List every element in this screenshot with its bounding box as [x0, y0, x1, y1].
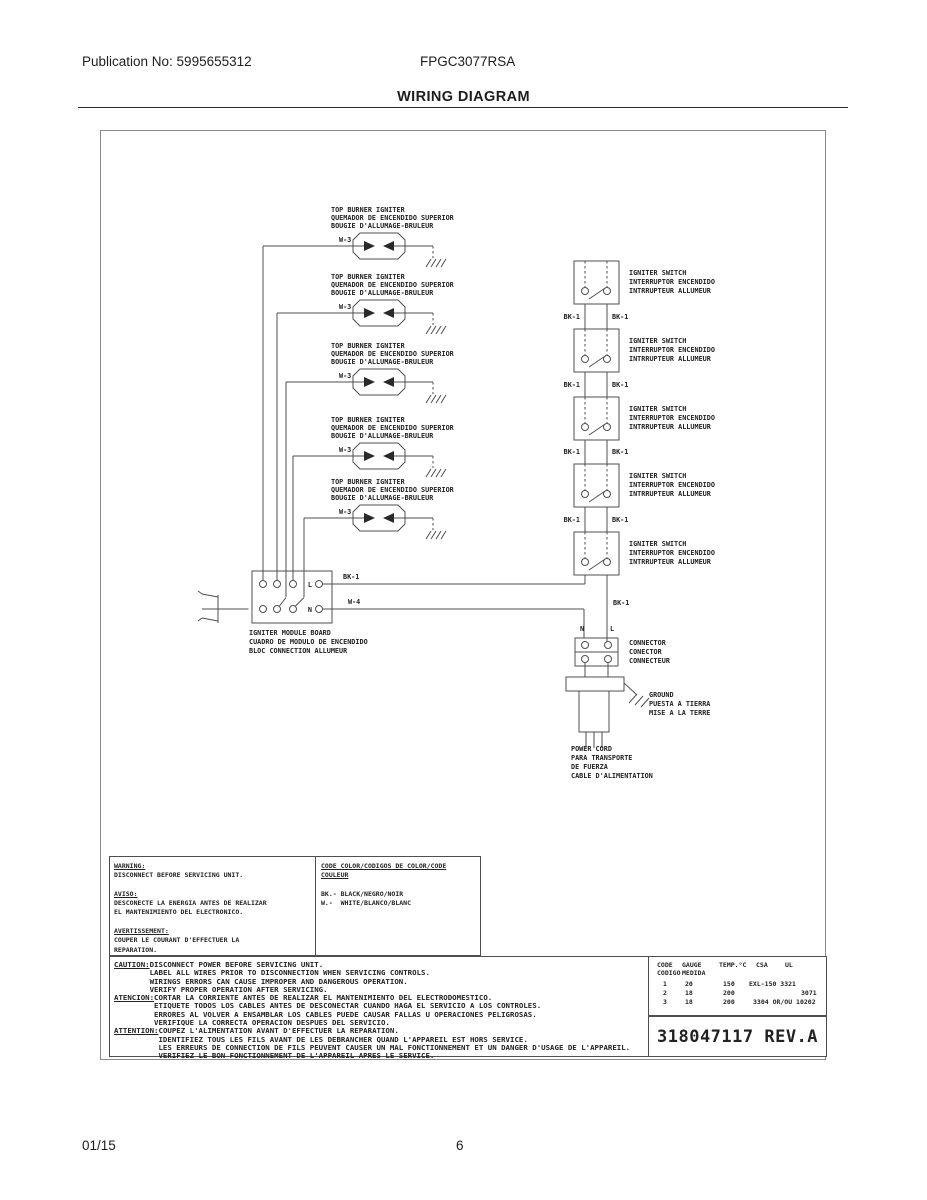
igniter-switch-4 [574, 464, 715, 507]
top-burner-igniter-2 [277, 273, 455, 334]
warning-title-fr: AVERTISSEMENT: [114, 927, 169, 936]
power-cord-label2: PARA TRANSPORTE [571, 754, 633, 762]
power-cord-plug [566, 663, 710, 781]
model-number: FPGC3077RSA [420, 54, 516, 69]
connector-terminal-n: N [579, 625, 585, 633]
ground-label2: PUESTA A TIERRA [649, 700, 711, 708]
switch4-label3: INTRRUPTEUR ALLUMEUR [629, 490, 711, 498]
igniter5-wire-label: W-3 [339, 508, 352, 516]
electrode-prongs-icon [198, 591, 249, 623]
table-header-gauge: GAUGE [682, 961, 702, 969]
power-cord-label4: CABLE D'ALIMENTATION [571, 772, 653, 780]
switch-wire-label-bk1: BK-1 [563, 448, 580, 456]
color-code-title: CODE COLOR/CODIGOS DE COLOR/CODE COULEUR [321, 862, 447, 880]
switch1-label3: INTRRUPTEUR ALLUMEUR [629, 287, 711, 295]
ground-hatch-icon [426, 259, 446, 267]
caution-prefix-en: CAUTION: [114, 960, 150, 969]
igniter2-label2: QUEMADOR DE ENCENDIDO SUPERIOR [331, 281, 454, 289]
ground-symbol-icon [629, 694, 649, 707]
top-burner-igniter-5 [304, 478, 455, 539]
caution-text: COUPEZ L'ALIMENTATION AVANT D'EFFECTUER LA REPARATION. [158, 1026, 399, 1036]
table-header-medida: MEDIDA [682, 969, 706, 977]
board-label1: IGNITER MODULE BOARD [249, 629, 331, 637]
table-row2-gauge: 18 [685, 989, 693, 997]
warning-box [109, 856, 316, 956]
igniter3-wire-label: W-3 [339, 372, 352, 380]
switch1-label2: INTERRUPTOR ENCENDIDO [629, 278, 715, 286]
table-row1-temp: 150 [723, 980, 735, 988]
igniter4-label2: QUEMADOR DE ENCENDIDO SUPERIOR [331, 424, 454, 432]
table-row2-code: 2 [663, 989, 667, 997]
caution-text: LES ERREURS DE CONNECTION DE FILS PEUVENT CAUSER UN MAL FONCTIONNEMENT ET UN DANGER D'USAGE DE L'APPAREIL. [158, 1042, 631, 1052]
connector-wire-label-bk1: BK-1 [613, 599, 630, 607]
table-header-csa: CSA [756, 961, 768, 969]
switch5-label3: INTRRUPTEUR ALLUMEUR [629, 558, 711, 566]
warning-title-es: AVISO: [114, 889, 138, 898]
board-wire-n-label: W-4 [348, 598, 361, 606]
switch-wire-label-bk1: BK-1 [563, 516, 580, 524]
color-code-black [321, 890, 475, 899]
header-rule [78, 107, 848, 108]
ground-label3: MISE A LA TERRE [649, 709, 711, 717]
table-row1-gauge: 20 [685, 980, 693, 988]
top-burner-igniter-3 [286, 342, 455, 403]
igniter1-label3: BOUGIE D'ALLUMAGE-BRULEUR [331, 222, 434, 230]
table-row3-temp: 200 [723, 998, 735, 1006]
switch2-label3: INTRRUPTEUR ALLUMEUR [629, 355, 711, 363]
igniter5-label3: BOUGIE D'ALLUMAGE-BRULEUR [331, 494, 434, 502]
ground-label1: GROUND [649, 691, 674, 699]
connector [575, 625, 671, 666]
caution-text: LABEL ALL WIRES PRIOR TO DISCONNECTION WHEN SERVICING CONTROLS. [149, 968, 430, 978]
igniter4-label3: BOUGIE D'ALLUMAGE-BRULEUR [331, 432, 434, 440]
ground-hatch-icon [426, 531, 446, 539]
caution-text: VERIFIEZ LE BON FONCTIONNEMENT DE L'APPAREIL APRES LE SERVICE. [158, 1051, 435, 1061]
switch4-label2: INTERRUPTOR ENCENDIDO [629, 481, 715, 489]
part-number: 318047117 REV.A [657, 1026, 819, 1047]
color-code-white-name: WHITE/BLANCO/BLANC [340, 899, 412, 908]
caution-text: ERRORES AL VOLVER A ENSAMBLAR LOS CABLES PUEDE CAUSAR FALLAS U OPERACIONES PELIGROSAS. [154, 1009, 537, 1019]
caution-text: CORTAR LA CORRIENTE ANTES DE REALIZAR EL MANTENIMIENTO DEL ELECTRODOMESTICO. [154, 993, 493, 1003]
power-cord-label1: POWER CORD [571, 745, 612, 753]
caution-text: DISCONNECT POWER BEFORE SERVICING UNIT. [149, 960, 324, 969]
table-row1-approval: EXL-150 3321 [749, 980, 796, 988]
table-row3-approval: 3304 OR/OU 10202 [753, 998, 816, 1006]
switch-wire-label-bk1: BK-1 [612, 448, 629, 456]
igniter-switch-2 [574, 329, 715, 372]
igniter1-wire-label: W-3 [339, 236, 352, 244]
caution-prefix-es: ATENCION: [114, 993, 155, 1003]
color-code-black-abbr: BK.- [321, 889, 337, 898]
igniter3-label3: BOUGIE D'ALLUMAGE-BRULEUR [331, 358, 434, 366]
igniter1-label1: TOP BURNER IGNITER [331, 206, 405, 214]
warning-text-fr2: REPARATION. [114, 945, 158, 954]
board-terminal-n: N [307, 606, 312, 614]
warning-text-es2: EL MANTENIMIENTO DEL ELECTRONICO. [114, 908, 244, 917]
table-header-temp: TEMP.°C [719, 961, 747, 969]
board-wire-l-label: BK-1 [343, 573, 360, 581]
page-title: WIRING DIAGRAM [397, 89, 530, 105]
igniter5-label2: QUEMADOR DE ENCENDIDO SUPERIOR [331, 486, 454, 494]
connector-terminal-l: L [609, 625, 615, 633]
caution-text: VERIFY PROPER OPERATION AFTER SERVICING. [149, 984, 328, 994]
connector-label1: CONNECTOR [629, 639, 666, 647]
switch3-label1: IGNITER SWITCH [629, 405, 687, 413]
switch-wire-label-bk1: BK-1 [612, 381, 629, 389]
igniter1-label2: QUEMADOR DE ENCENDIDO SUPERIOR [331, 214, 454, 222]
board-label2: CUADRO DE MODULO DE ENCENDIDO [249, 638, 368, 646]
color-code-white [321, 899, 475, 908]
top-burner-igniter-4 [293, 416, 455, 477]
part-number-box [648, 1016, 827, 1057]
switch5-label2: INTERRUPTOR ENCENDIDO [629, 549, 715, 557]
warning-text-fr1: COUPER LE COURANT D'EFFECTUER LA [114, 936, 240, 945]
switch2-label2: INTERRUPTOR ENCENDIDO [629, 346, 715, 354]
board-terminal-l: L [307, 581, 312, 589]
igniter2-label3: BOUGIE D'ALLUMAGE-BRULEUR [331, 289, 434, 297]
bus-wires [263, 246, 304, 597]
connector-label3: CONNECTEUR [629, 657, 670, 665]
switch3-label2: INTERRUPTOR ENCENDIDO [629, 414, 715, 422]
ground-hatch-icon [426, 326, 446, 334]
switch4-label1: IGNITER SWITCH [629, 472, 687, 480]
color-code-box [315, 856, 481, 956]
footer-date: 01/15 [82, 1138, 116, 1153]
switch3-label3: INTRRUPTEUR ALLUMEUR [629, 423, 711, 431]
table-row2-ul: 3071 [801, 989, 817, 997]
warning-title-en: WARNING: [114, 862, 146, 870]
board-label3: BLOC CONNECTION ALLUMEUR [249, 647, 348, 655]
igniter5-label1: TOP BURNER IGNITER [331, 478, 405, 486]
table-header-ul: UL [785, 961, 793, 969]
ground-hatch-icon [426, 395, 446, 403]
wiring-diagram-frame [100, 130, 826, 1060]
caution-text: VERIFIQUE LA CORRECTA OPERACION DESPUES DEL SERVICIO. [154, 1018, 390, 1028]
igniter2-label1: TOP BURNER IGNITER [331, 273, 405, 281]
warning-text-es1: DESCONECTE LA ENERGIA ANTES DE REALIZAR [114, 899, 267, 908]
publication-number: Publication No: 5995655312 [82, 54, 252, 69]
caution-text: ETIQUETE TODOS LOS CABLES ANTES DE DESCONECTAR CUANDO HAGA EL SERVICIO A LOS CONTROLES. [154, 1001, 542, 1011]
switch1-label1: IGNITER SWITCH [629, 269, 687, 277]
warning-text-en: DISCONNECT BEFORE SERVICING UNIT. [114, 871, 244, 880]
table-header-codigo: CODIGO [657, 969, 681, 977]
igniter4-label1: TOP BURNER IGNITER [331, 416, 405, 424]
switch5-label1: IGNITER SWITCH [629, 540, 687, 548]
table-row3-gauge: 18 [685, 998, 693, 1006]
igniter3-label2: QUEMADOR DE ENCENDIDO SUPERIOR [331, 350, 454, 358]
table-row3-code: 3 [663, 998, 667, 1006]
igniter-switch-3 [574, 397, 715, 440]
caution-prefix-fr: ATTENTION: [114, 1026, 159, 1036]
switch-wire-label-bk1: BK-1 [563, 313, 580, 321]
igniter4-wire-label: W-3 [339, 446, 352, 454]
switch-wire-label-bk1: BK-1 [563, 381, 580, 389]
igniter-switch-5 [574, 532, 715, 575]
color-code-white-abbr: W.- [321, 899, 333, 908]
table-row2-temp: 200 [723, 989, 735, 997]
connector-label2: CONECTOR [629, 648, 662, 656]
table-row1-code: 1 [663, 980, 667, 988]
igniter-switch-1 [574, 261, 715, 304]
igniter3-label1: TOP BURNER IGNITER [331, 342, 405, 350]
switch-wire-label-bk1: BK-1 [612, 516, 629, 524]
power-cord-label3: DE FUERZA [571, 763, 608, 771]
color-code-black-name: BLACK/NEGRO/NOIR [340, 889, 404, 898]
footer-page-number: 6 [456, 1138, 464, 1153]
igniter2-wire-label: W-3 [339, 303, 352, 311]
switch2-label1: IGNITER SWITCH [629, 337, 687, 345]
table-header-code: CODE [657, 961, 673, 969]
wire-spec-table [648, 956, 827, 1016]
caution-text: IDENTIFIEZ TOUS LES FILS AVANT DE LES DEBRANCHER QUAND L'APPAREIL EST HORS SERVICE. [158, 1034, 528, 1044]
switch-wire-label-bk1: BK-1 [612, 313, 629, 321]
caution-text: WIRINGS ERRORS CAN CAUSE IMPROPER AND DANGEROUS OPERATION. [149, 976, 408, 986]
ground-hatch-icon [426, 469, 446, 477]
top-burner-igniter-1 [263, 206, 455, 267]
